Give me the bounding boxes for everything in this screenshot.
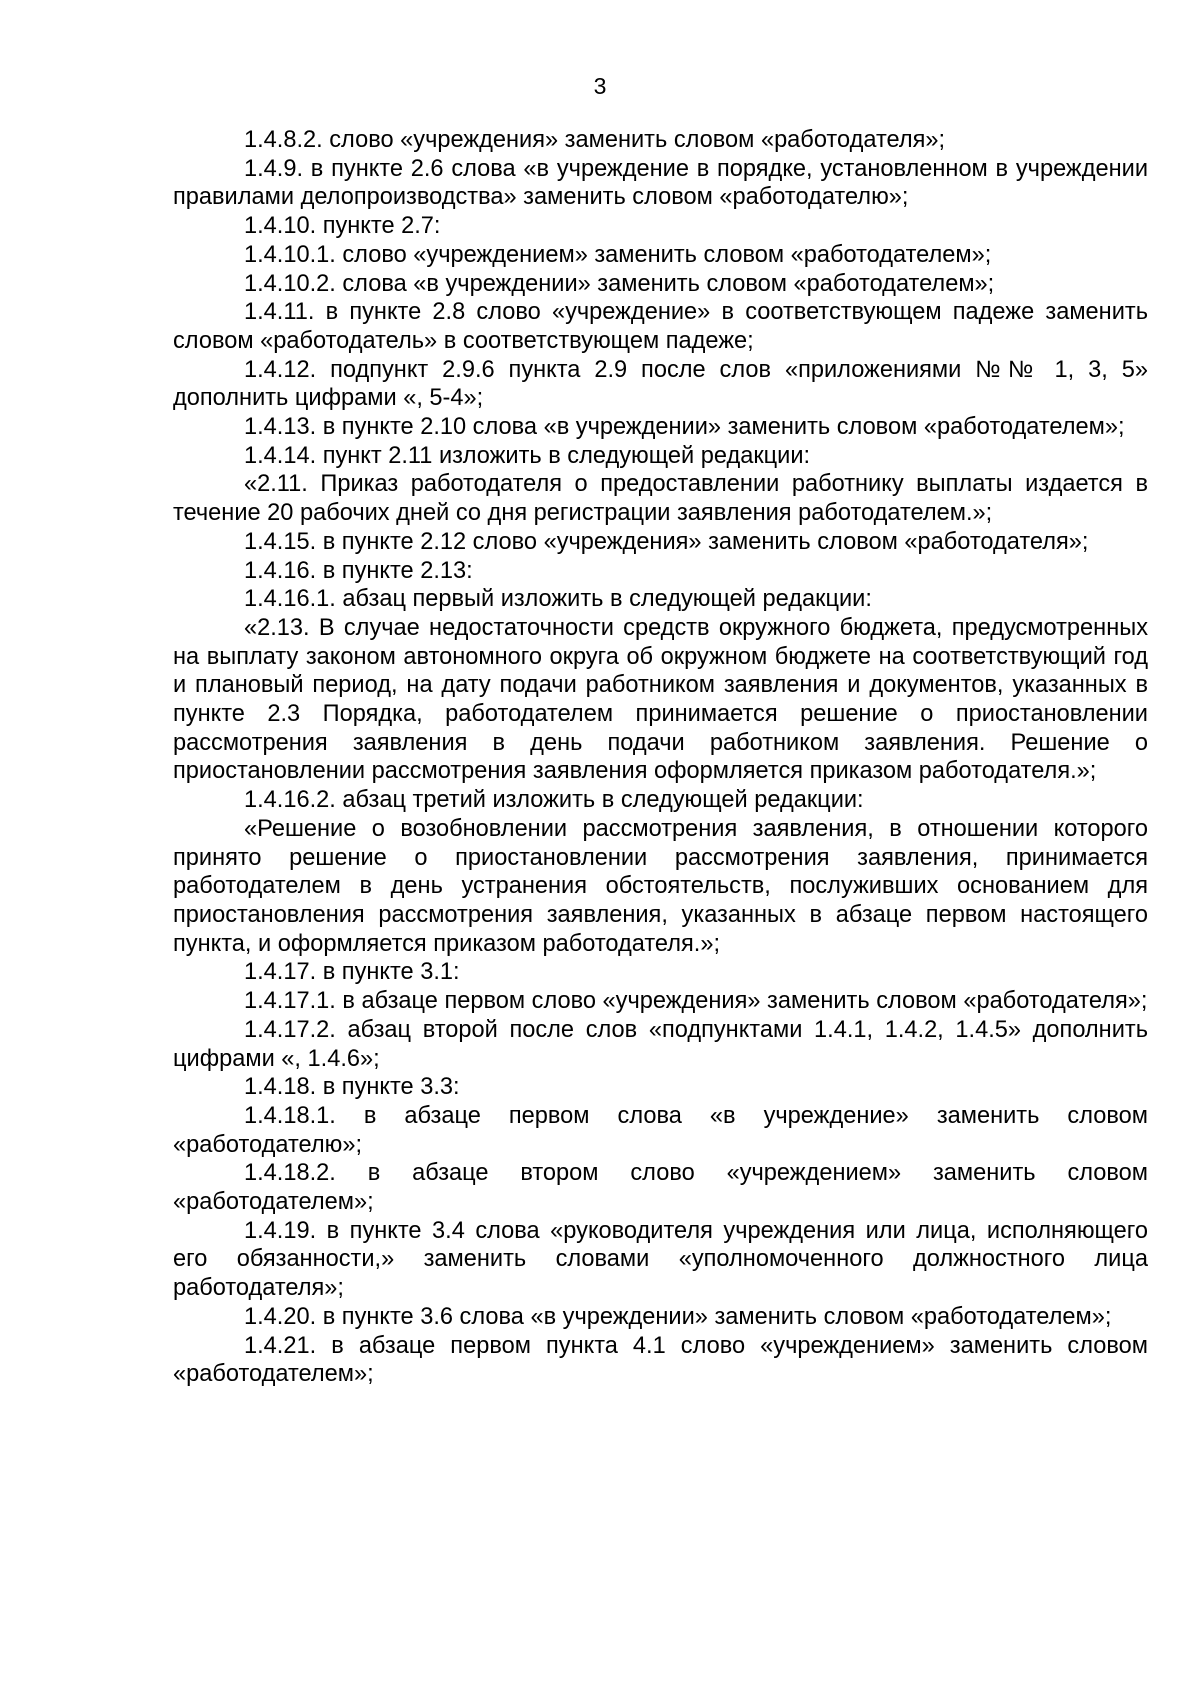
paragraph: «2.11. Приказ работодателя о предоставлении работнику выплаты издается в течение 20 рабочих дней со дня регистрации заявления работодателем.»; [173,471,1148,527]
paragraph: 1.4.21. в абзаце первом пункта 4.1 слово «учреждением» заменить словом «работодателем»; [173,1332,1148,1388]
paragraph: 1.4.11. в пункте 2.8 слово «учреждение» в соответствующем падеже заменить словом «работодатель» в соответствующем падеже; [173,299,1148,354]
paragraph: «Решение о возобновлении рассмотрения заявления, в отношении которого принято решение о приостановлении рассмотрения заявления, принимается работодателем в день устранения обстоятельств, послуживших основанием для приостановления рассмотрения заявления, указанных в абзаце первом настоящего пункта, и оформляется приказом работодателя.»; [173,815,1148,957]
paragraph: 1.4.16.2. абзац третий изложить в следующей редакции: [244,787,864,814]
paragraph: 1.4.17. в пункте 3.1: [244,959,460,986]
paragraph: 1.4.16.1. абзац первый изложить в следующей редакции: [244,586,872,613]
paragraph: 1.4.10. пункте 2.7: [244,213,441,240]
paragraph: 1.4.16. в пункте 2.13: [244,557,473,584]
page-number: 3 [593,73,607,99]
paragraph: 1.4.17.2. абзац второй после слов «подпунктами 1.4.1, 1.4.2, 1.4.5» дополнить цифрами «, 1.4.6»; [173,1016,1148,1072]
paragraph: 1.4.19. в пункте 3.4 слова «руководителя учреждения или лица, исполняющего его обязанности,» заменить словами «уполномоченного должностного лица работодателя»; [173,1217,1148,1302]
paragraph: 1.4.10.2. слова «в учреждении» заменить словом «работодателем»; [244,270,995,297]
paragraph: 1.4.18.2. в абзаце втором слово «учреждением» заменить словом «работодателем»; [173,1160,1148,1216]
paragraph: 1.4.18.1. в абзаце первом слова «в учреждение» заменить словом «работодателю»; [173,1102,1148,1158]
document-body [173,126,1148,1389]
paragraph: 1.4.14. пункт 2.11 изложить в следующей редакции: [244,442,811,469]
paragraph: 1.4.10.1. слово «учреждением» заменить словом «работодателем»; [244,241,992,268]
paragraph: 1.4.13. в пункте 2.10 слова «в учреждении» заменить словом «работодателем»; [244,414,1125,441]
paragraph: 1.4.8.2. слово «учреждения» заменить словом «работодателя»; [244,127,946,153]
paragraph: 1.4.15. в пункте 2.12 слово «учреждения» заменить словом «работодателя»; [244,528,1089,555]
paragraph: 1.4.17.1. в абзаце первом слово «учреждения» заменить словом «работодателя»; [244,988,1148,1015]
paragraph: «2.13. В случае недостаточности средств окружного бюджета, предусмотренных на выплату законом автономного округа об окружном бюджете на соответствующий год и плановый период, на дату подачи работником заявления и документов, указанных в пункте 2.3 Порядка, работодателем принимается решение о приостановлении рассмотрения заявления в день подачи работником заявления. Решение о приостановлении рассмотрения заявления оформляется приказом работодателя.»; [173,614,1148,785]
paragraph: 1.4.9. в пункте 2.6 слова «в учреждение в порядке, установленном в учреждении правилами делопроизводства» заменить словом «работодателю»; [173,155,1148,211]
paragraph: 1.4.20. в пункте 3.6 слова «в учреждении» заменить словом «работодателем»; [244,1303,1112,1330]
paragraph: 1.4.18. в пункте 3.3: [244,1074,460,1101]
paragraph: 1.4.12. подпункт 2.9.6 пункта 2.9 после слов «приложениями №№ 1, 3, 5» дополнить цифрами «, 5-4»; [173,356,1148,412]
